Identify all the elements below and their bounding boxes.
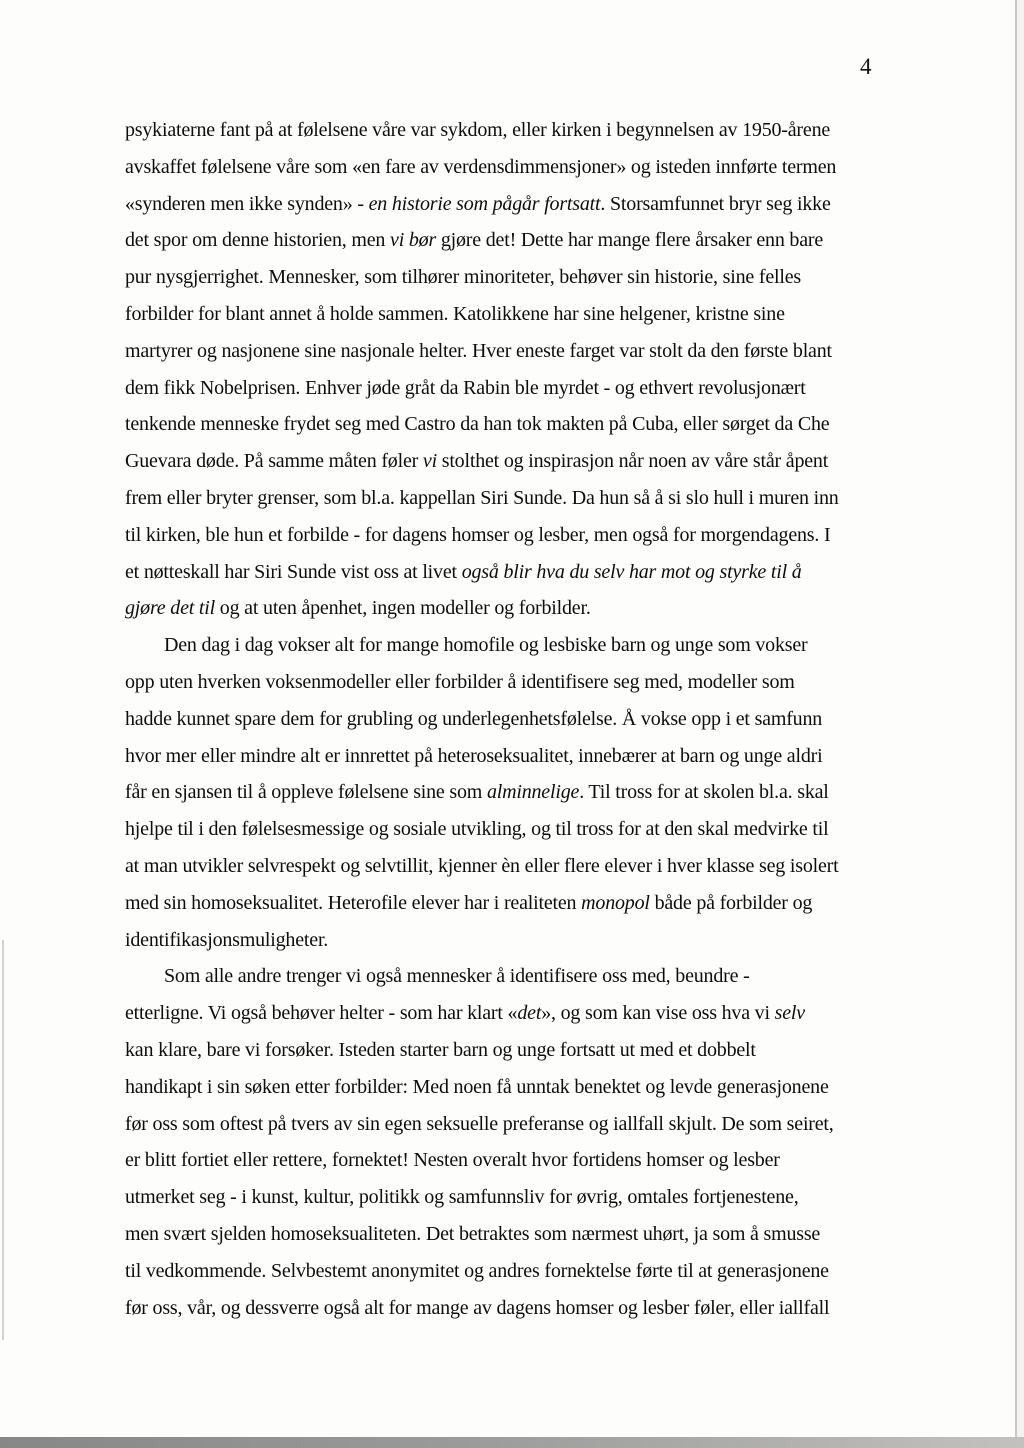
text-line — [125, 995, 955, 1032]
italic-text-segment: monopol — [581, 891, 650, 914]
text-segment: og at uten åpenhet, ingen modeller og forbilder. — [214, 597, 591, 620]
text-line — [125, 1179, 955, 1216]
text-line — [125, 517, 955, 554]
text-segment: frem eller bryter grenser, som bl.a. kappellan Siri Sunde. Da hun så å si slo hull i muren inn — [125, 486, 839, 509]
text-segment: gjøre det! Dette har mange flere årsaker enn bare — [436, 229, 824, 252]
italic-text-segment: vi — [422, 450, 437, 473]
text-line — [125, 664, 955, 701]
text-segment: etterligne. Vi også behøver helter - som har klart « — [125, 1002, 518, 1025]
scan-bottom-shadow — [0, 1437, 1024, 1448]
text-segment: handikapt i sin søken etter forbilder: Med noen få unntak benektet og levde generasjonene — [125, 1075, 829, 1098]
text-segment: utmerket seg - i kunst, kultur, politikk og samfunnsliv for øvrig, omtales fortjenestene, — [125, 1186, 799, 1209]
text-segment: . Storsamfunnet bryr seg ikke — [600, 192, 831, 215]
text-line — [125, 406, 955, 443]
text-segment: tenkende menneske frydet seg med Castro da han tok makten på Cuba, eller sørget da Che — [125, 413, 830, 436]
text-line — [125, 1069, 955, 1106]
italic-text-segment: gjøre det til — [125, 597, 215, 620]
text-segment: et nøtteskall har Siri Sunde vist oss at livet — [125, 560, 462, 583]
text-segment: Den dag i dag vokser alt for mange homofile og lesbiske barn og unge som vokser — [164, 634, 808, 657]
text-segment: avskaffet følelsene våre som «en fare av verdensdimmensjoner» og isteden innførte termen — [125, 155, 837, 178]
text-segment: med sin homoseksualitet. Heterofile elever har i realiteten — [125, 891, 582, 914]
text-line — [125, 480, 955, 517]
text-line — [125, 443, 955, 480]
text-line — [125, 811, 955, 848]
text-line — [125, 259, 955, 296]
text-segment: er blitt fortiet eller rettere, fornektet! Nesten overalt hvor fortidens homser og lesber — [125, 1149, 780, 1172]
text-segment: martyrer og nasjonene sine nasjonale helter. Hver eneste farget var stolt da den første blant — [125, 339, 832, 362]
text-segment: dem fikk Nobelprisen. Enhver jøde gråt da Rabin ble myrdet - og ethvert revolusjonært — [125, 376, 806, 399]
text-segment: «synderen men ikke synden» - — [125, 192, 369, 215]
text-line — [125, 1032, 955, 1069]
text-segment: får en sjansen til å oppleve følelsene sine som — [125, 781, 487, 804]
text-segment: kan klare, bare vi forsøker. Isteden starter barn og unge fortsatt ut med et dobbelt — [125, 1038, 756, 1061]
text-line — [125, 222, 955, 259]
text-line — [125, 333, 955, 370]
text-segment: at man utvikler selvrespekt og selvtillit, kjenner èn eller flere elever i hver klasse seg isolert — [125, 854, 839, 877]
italic-text-segment: alminnelige — [486, 781, 580, 804]
document-body — [125, 112, 955, 1326]
text-segment: hjelpe til i den følelsesmessige og sosiale utvikling, og til tross for at den skal medvirke til — [125, 818, 829, 841]
text-line — [125, 186, 955, 223]
text-line — [125, 1106, 955, 1143]
scan-edge-right-strip — [1017, 0, 1024, 1448]
text-line — [125, 627, 955, 664]
text-segment: det spor om denne historien, men — [125, 229, 391, 252]
italic-text-segment: en historie som pågår fortsatt — [368, 192, 601, 215]
text-segment: til vedkommende. Selvbestemt anonymitet og andres fornektelse førte til at generasjonene — [125, 1259, 829, 1282]
text-line — [125, 958, 955, 995]
text-line — [125, 738, 955, 775]
text-segment: Som alle andre trenger vi også mennesker å identifisere oss med, beundre - — [164, 965, 750, 988]
text-line — [125, 1216, 955, 1253]
italic-text-segment: det — [517, 1002, 542, 1025]
text-segment: men svært sjelden homoseksualiteten. Det betraktes som nærmest uhørt, ja som å smusse — [125, 1222, 821, 1245]
text-segment: identifikasjonsmuligheter. — [125, 928, 329, 951]
text-line — [125, 1290, 955, 1327]
text-line — [125, 922, 955, 959]
text-segment: Guevara døde. På samme måten føler — [125, 450, 423, 473]
text-segment: til kirken, ble hun et forbilde - for dagens homser og lesber, men også for morgendagens. I — [125, 523, 831, 546]
text-line — [125, 774, 955, 811]
text-segment: hadde kunnet spare dem for grubling og underlegenhetsfølelse. Å vokse opp i et samfunn — [125, 707, 823, 730]
text-line — [125, 1253, 955, 1290]
text-segment: før oss, vår, og dessverre også alt for mange av dagens homser og lesber føler, eller iallfall — [125, 1296, 830, 1319]
text-segment: hvor mer eller mindre alt er innrettet på heteroseksualitet, innebærer at barn og unge aldri — [125, 744, 823, 767]
italic-text-segment: selv — [774, 1002, 805, 1025]
text-line — [125, 554, 955, 591]
italic-text-segment: også blir hva du selv har mot og styrke til å — [461, 560, 802, 583]
text-line — [125, 149, 955, 186]
scan-edge-left-line — [2, 940, 4, 1340]
text-line — [125, 590, 955, 627]
text-line — [125, 370, 955, 407]
text-segment: forbilder for blant annet å holde sammen. Katolikkene har sine helgener, kristne sine — [125, 302, 785, 325]
text-segment: før oss som oftest på tvers av sin egen seksuelle preferanse og iallfall skjult. De som seiret, — [125, 1112, 834, 1135]
page-number: 4 — [860, 54, 872, 79]
text-segment: stolthet og inspirasjon når noen av våre står åpent — [436, 450, 829, 473]
text-segment: », og som kan vise oss hva vi — [541, 1002, 775, 1025]
text-segment: pur nysgjerrighet. Mennesker, som tilhører minoriteter, behøver sin historie, sine felles — [125, 266, 801, 289]
text-line — [125, 1142, 955, 1179]
text-line — [125, 848, 955, 885]
text-segment: opp uten hverken voksenmodeller eller forbilder å identifisere seg med, modeller som — [125, 670, 795, 693]
text-line — [125, 296, 955, 333]
text-segment: både på forbilder og — [649, 891, 813, 914]
text-line — [125, 885, 955, 922]
text-segment: psykiaterne fant på at følelsene våre var sykdom, eller kirken i begynnelsen av 1950-årene — [125, 119, 831, 141]
text-segment: . Til tross for at skolen bl.a. skal — [579, 781, 829, 804]
text-line — [125, 112, 955, 149]
italic-text-segment: vi bør — [390, 229, 437, 252]
text-line — [125, 701, 955, 738]
